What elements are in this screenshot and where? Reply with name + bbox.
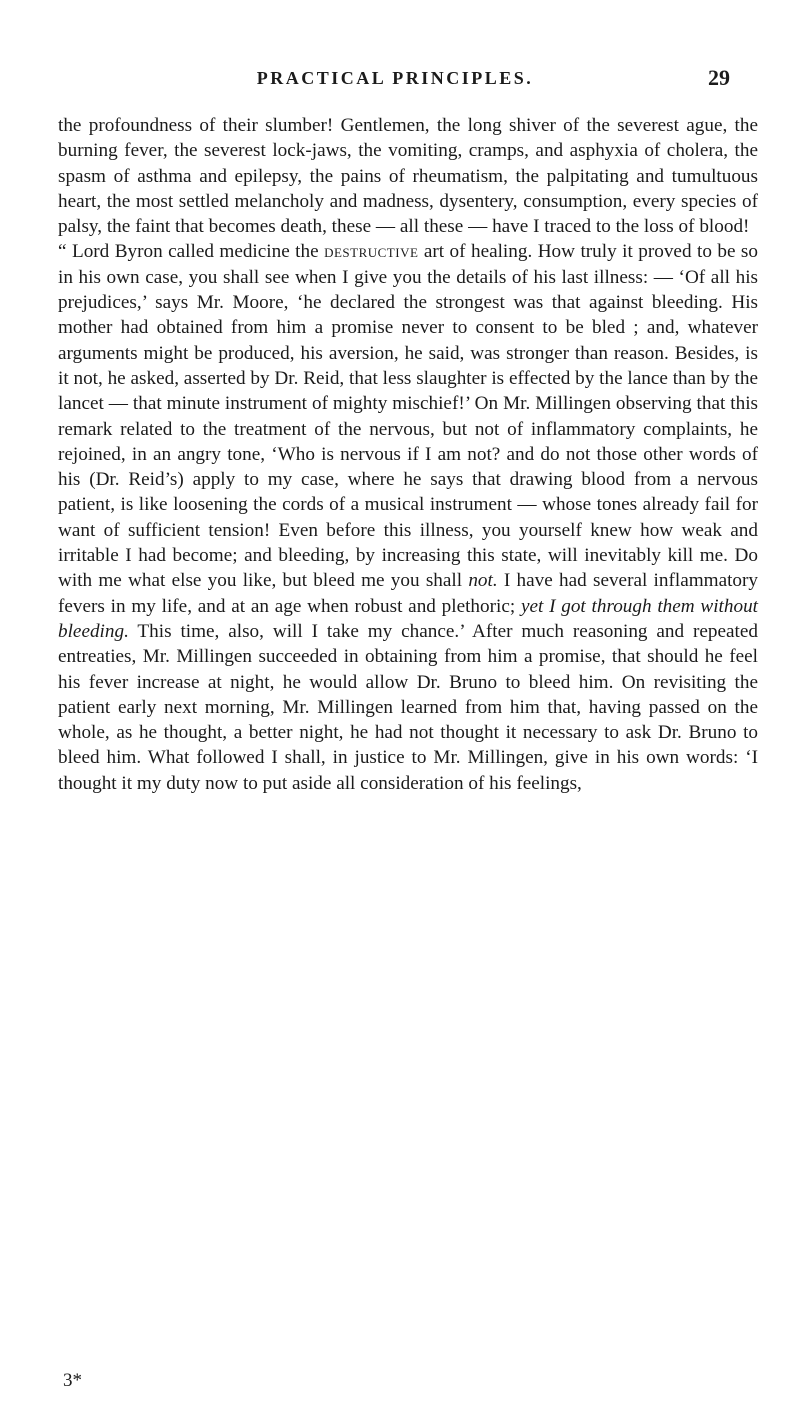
body-text (58, 113, 758, 796)
paragraph-2-part-c: I have had several inflammatory fevers in my life, and at an age when robust and plethoric; (58, 570, 758, 617)
italic-word: not. (468, 570, 498, 592)
running-title: PRACTICAL PRINCIPLES. (256, 68, 534, 88)
paragraph-2 (58, 239, 758, 796)
paragraph-1: the profoundness of their slumber! Gentlemen, the long shiver of the severest ague, the burning fever, the severest lock-jaws, the vomiting, cramps, and asphyxia of cholera, the spasm of asthma and epilepsy, the pains of rheumatism, the palpitating and tumultuous heart, the most settled melancholy and madness, dysentery, consumption, every species of palsy, the faint that becomes death, these — all these — have I traced to the loss of blood! (58, 115, 758, 238)
italic-phrase: yet I got through them without bleeding. (58, 595, 758, 642)
paragraph-2-part-b: art of healing. How truly it proved to be so in his own case, you shall see when I give you the details of his last illness: — ‘Of all his prejudices,’ says Mr. Moore, ‘he declared the strongest was that against bleeding. His mother had obtained from him a promise never to consent to be bled ; and, whatever arguments might be produced, his aversion, he said, was stronger than reason. Besides, is it not, he asked, asserted by Dr. Reid, that less slaughter is effected by the lance than by the lancet — that minute instrument of mighty mischief!’ On Mr. Millingen observing that this remark related to the treatment of the nervous, but not of inflammatory complaints, he rejoined, in an angry tone, ‘Who is nervous if I am not? and do not those other words of his (Dr. Reid’s) apply to my case, where he says that drawing blood from a nervous patient, is like loosening the cords of a musical instrument — whose tones already fail for want of sufficient tension! Even before this illness, you yourself knew how weak and irritable I had become; and bleeding, by increasing this state, will inevitably kill me. Do with me what else you like, but bleed me you shall (58, 241, 758, 592)
paragraph-2-part-a: “ Lord Byron called medicine the (58, 241, 325, 263)
running-head (60, 65, 730, 94)
small-caps-word: destructive (324, 241, 419, 263)
signature-mark: 3* (63, 1370, 82, 1391)
paragraph-2-part-d: This time, also, will I take my chance.’ After much reasoning and repeated entreaties, Mr. Millingen succeeded in obtaining from him a promise, that should he feel his fever increase at night, he would allow Dr. Bruno to bleed him. On revisiting the patient early next morning, Mr. Millingen learned from him that, having passed on the whole, as he thought, a better night, he had not thought it necessary to ask Dr. Bruno to bleed him. What followed I shall, in justice to Mr. Millingen, give in his own words: ‘I thought it my duty now to put aside all consideration of his feelings, (58, 620, 758, 794)
page-number: 29 (708, 65, 730, 90)
